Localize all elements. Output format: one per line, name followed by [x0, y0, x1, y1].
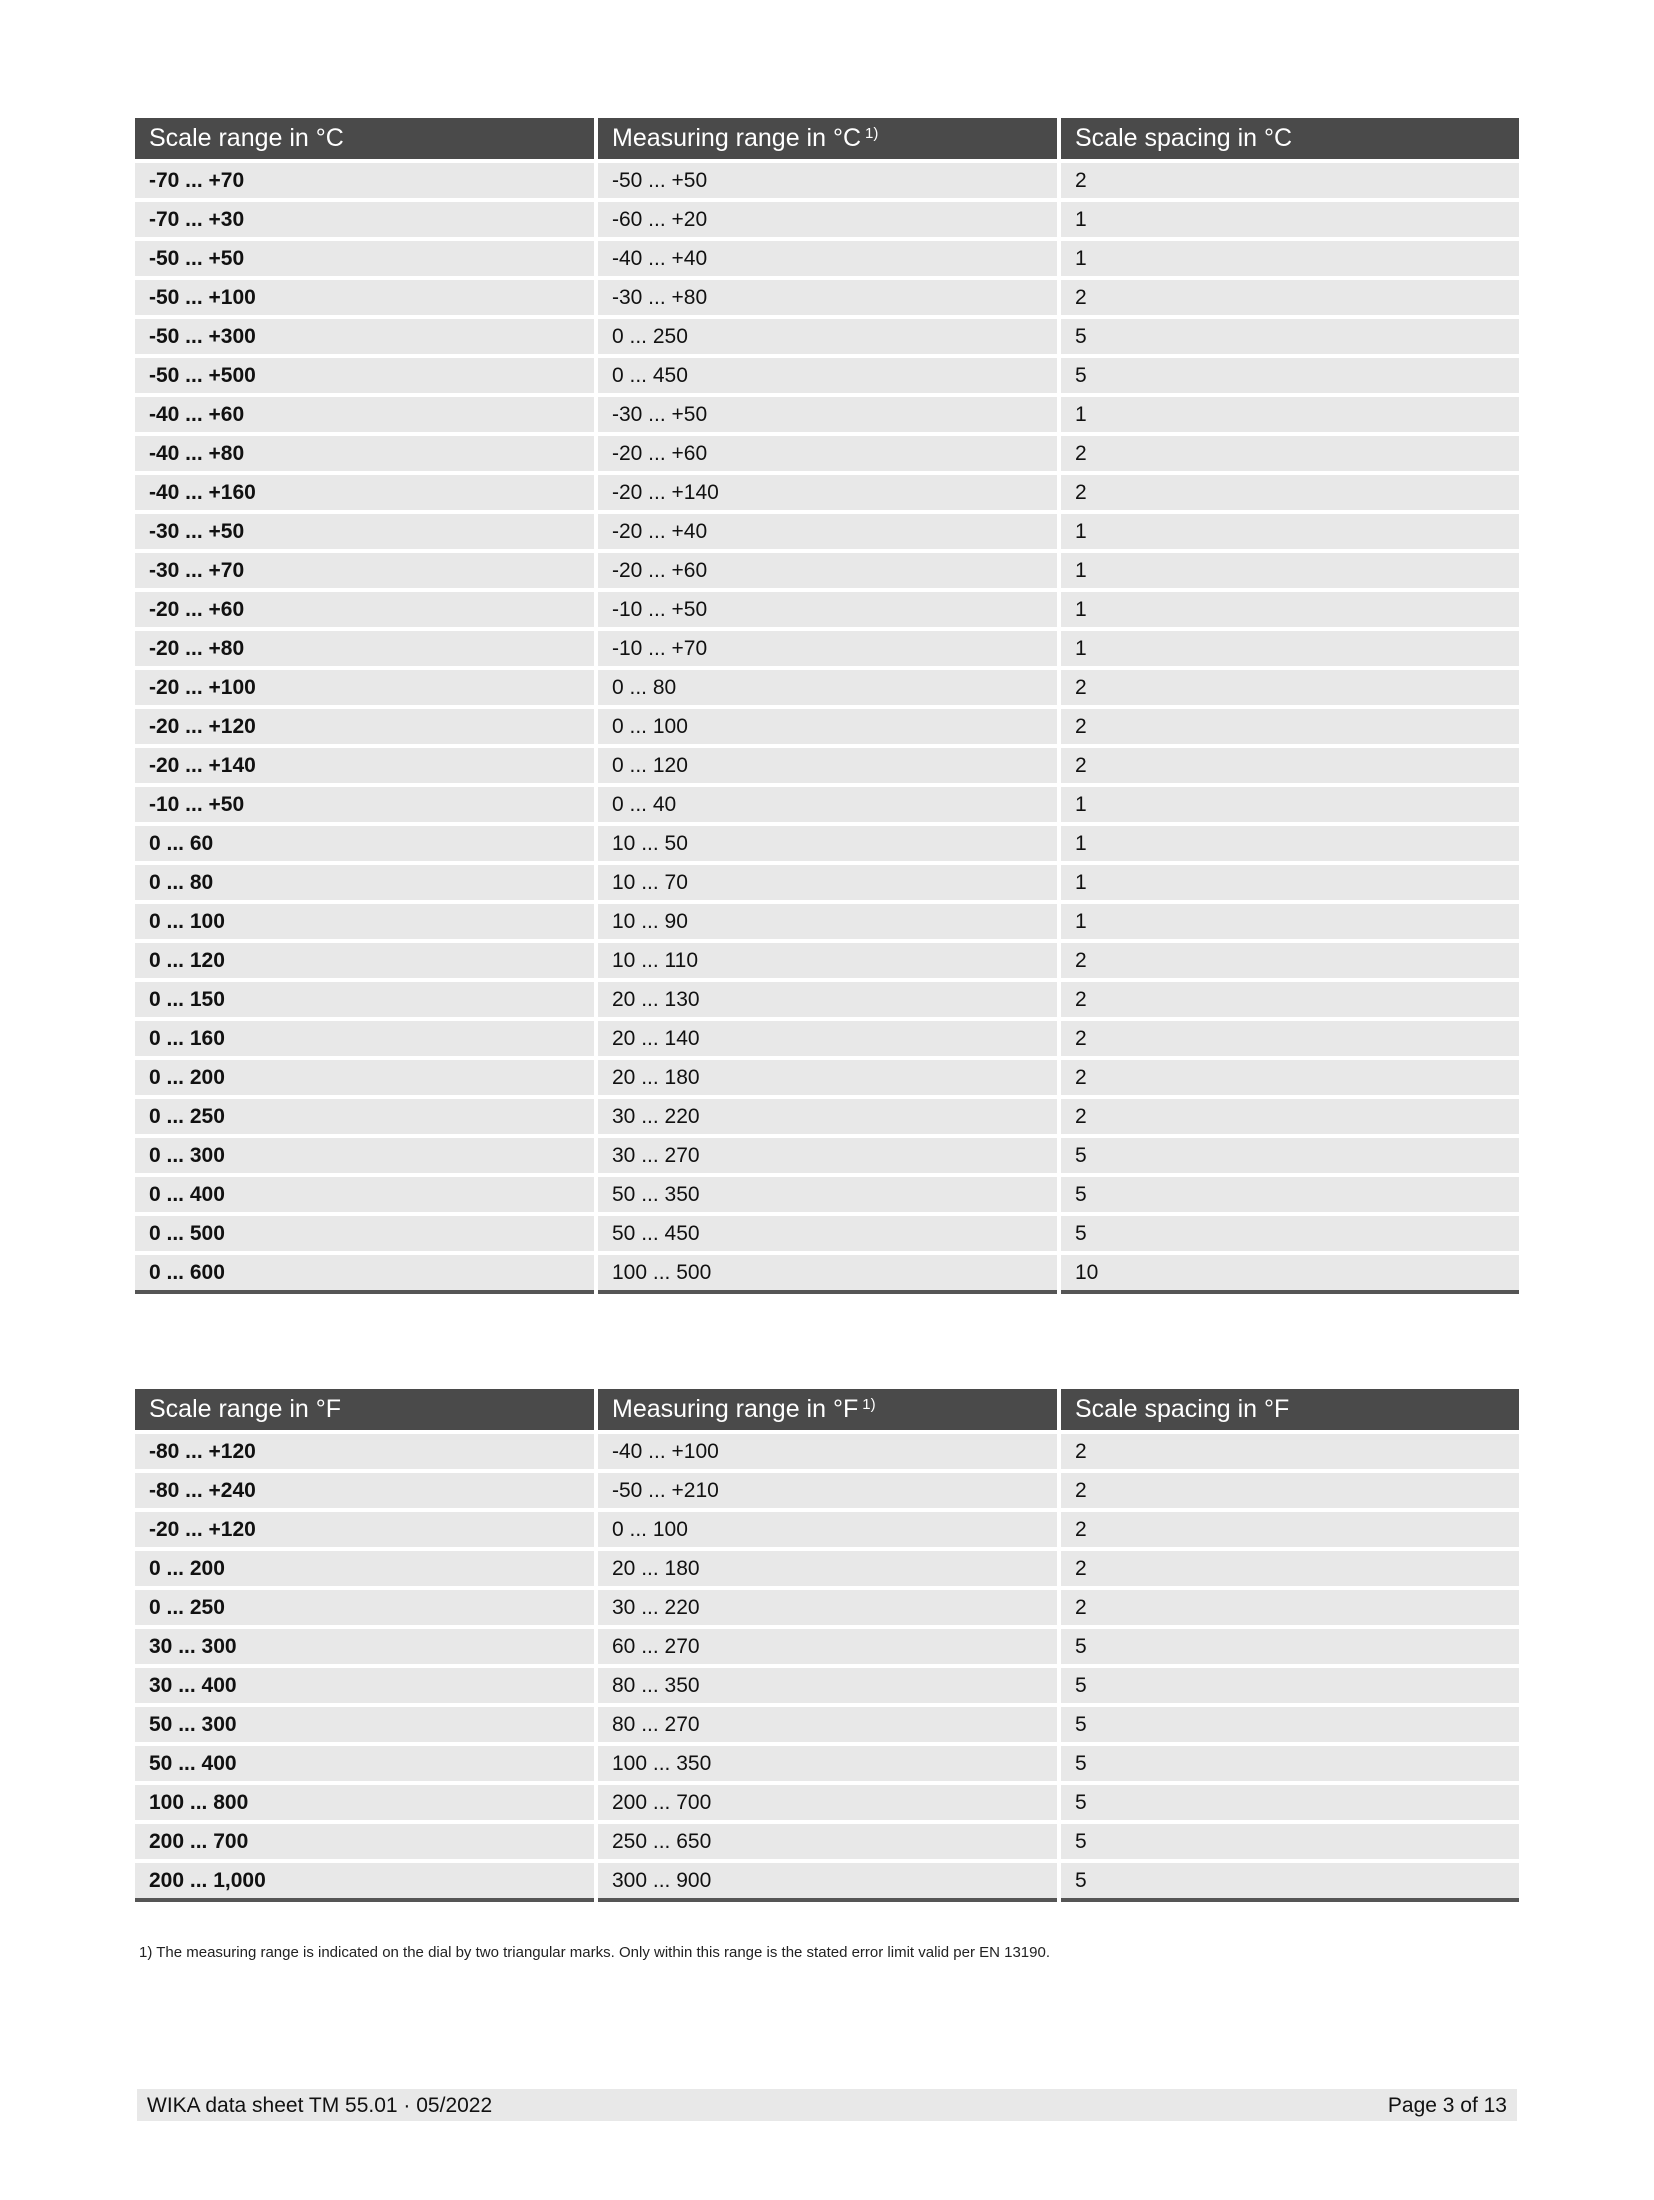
cell-scale-spacing: 2: [1061, 1586, 1519, 1625]
cell-scale-spacing: 1: [1061, 549, 1519, 588]
cell-scale-spacing: 5: [1061, 354, 1519, 393]
cell-measuring-range: 30 ... 220: [598, 1095, 1057, 1134]
table-row: [135, 978, 1519, 1017]
table-row: [135, 1547, 1519, 1586]
table-row: [135, 315, 1519, 354]
cell-measuring-range: 0 ... 40: [598, 783, 1057, 822]
cell-scale-range: 0 ... 200: [135, 1056, 594, 1095]
table-row: [135, 276, 1519, 315]
cell-measuring-range: 20 ... 180: [598, 1056, 1057, 1095]
cell-measuring-range: 30 ... 220: [598, 1586, 1057, 1625]
cell-measuring-range: 300 ... 900: [598, 1859, 1057, 1902]
table-body: [135, 1430, 1519, 1902]
cell-scale-spacing: 2: [1061, 705, 1519, 744]
cell-measuring-range: -50 ... +210: [598, 1469, 1057, 1508]
table-row: [135, 432, 1519, 471]
cell-scale-range: -40 ... +160: [135, 471, 594, 510]
footnote-mark: 1): [865, 125, 879, 142]
table-row: [135, 1703, 1519, 1742]
table-row: [135, 1859, 1519, 1902]
cell-scale-range: -20 ... +100: [135, 666, 594, 705]
cell-measuring-range: -20 ... +60: [598, 432, 1057, 471]
cell-scale-range: -20 ... +140: [135, 744, 594, 783]
table-row: [135, 1173, 1519, 1212]
cell-measuring-range: -10 ... +70: [598, 627, 1057, 666]
table-body: [135, 159, 1519, 1294]
table-row: [135, 1742, 1519, 1781]
table-row: [135, 1212, 1519, 1251]
table-row: [135, 939, 1519, 978]
cell-scale-range: 200 ... 700: [135, 1820, 594, 1859]
table-row: [135, 510, 1519, 549]
cell-scale-range: -40 ... +60: [135, 393, 594, 432]
cell-scale-spacing: 2: [1061, 1547, 1519, 1586]
cell-measuring-range: -20 ... +40: [598, 510, 1057, 549]
cell-scale-spacing: 1: [1061, 237, 1519, 276]
cell-measuring-range: -20 ... +140: [598, 471, 1057, 510]
table-row: [135, 1017, 1519, 1056]
cell-scale-spacing: 1: [1061, 861, 1519, 900]
cell-measuring-range: 0 ... 100: [598, 705, 1057, 744]
cell-scale-range: 0 ... 60: [135, 822, 594, 861]
cell-measuring-range: 10 ... 90: [598, 900, 1057, 939]
cell-scale-range: -40 ... +80: [135, 432, 594, 471]
cell-scale-spacing: 5: [1061, 1134, 1519, 1173]
table-row: [135, 1781, 1519, 1820]
cell-scale-range: 0 ... 150: [135, 978, 594, 1017]
header-scale-range: Scale range in °C: [135, 118, 594, 159]
cell-scale-range: -20 ... +80: [135, 627, 594, 666]
table-header-row: [135, 118, 1519, 159]
cell-scale-range: 100 ... 800: [135, 1781, 594, 1820]
table-row: [135, 744, 1519, 783]
cell-scale-range: 0 ... 250: [135, 1095, 594, 1134]
cell-scale-range: 30 ... 300: [135, 1625, 594, 1664]
table-row: [135, 393, 1519, 432]
cell-scale-spacing: 2: [1061, 159, 1519, 198]
cell-measuring-range: 0 ... 80: [598, 666, 1057, 705]
table-row: [135, 861, 1519, 900]
cell-scale-range: 0 ... 100: [135, 900, 594, 939]
cell-scale-range: -50 ... +100: [135, 276, 594, 315]
cell-scale-range: -70 ... +30: [135, 198, 594, 237]
cell-scale-spacing: 5: [1061, 1859, 1519, 1902]
cell-scale-range: 50 ... 300: [135, 1703, 594, 1742]
cell-scale-range: -20 ... +120: [135, 1508, 594, 1547]
cell-scale-spacing: 2: [1061, 471, 1519, 510]
cell-scale-range: -80 ... +240: [135, 1469, 594, 1508]
cell-scale-spacing: 5: [1061, 1664, 1519, 1703]
cell-scale-range: -30 ... +70: [135, 549, 594, 588]
cell-scale-spacing: 1: [1061, 822, 1519, 861]
cell-scale-spacing: 2: [1061, 1430, 1519, 1469]
table-row: [135, 900, 1519, 939]
table-row: [135, 471, 1519, 510]
cell-scale-spacing: 2: [1061, 1508, 1519, 1547]
cell-measuring-range: -30 ... +80: [598, 276, 1057, 315]
table-row: [135, 783, 1519, 822]
fahrenheit-range-table: [131, 1389, 1523, 1902]
cell-measuring-range: -20 ... +60: [598, 549, 1057, 588]
cell-measuring-range: 10 ... 50: [598, 822, 1057, 861]
table-row: [135, 1056, 1519, 1095]
cell-measuring-range: 50 ... 450: [598, 1212, 1057, 1251]
table-row: [135, 1134, 1519, 1173]
cell-scale-spacing: 5: [1061, 1820, 1519, 1859]
table-row: [135, 822, 1519, 861]
cell-scale-range: -50 ... +500: [135, 354, 594, 393]
cell-scale-spacing: 1: [1061, 588, 1519, 627]
table-row: [135, 237, 1519, 276]
cell-measuring-range: 100 ... 350: [598, 1742, 1057, 1781]
cell-scale-range: 0 ... 500: [135, 1212, 594, 1251]
cell-scale-spacing: 10: [1061, 1251, 1519, 1294]
header-scale-range: Scale range in °F: [135, 1389, 594, 1430]
cell-scale-range: 0 ... 600: [135, 1251, 594, 1294]
cell-measuring-range: -10 ... +50: [598, 588, 1057, 627]
table-row: [135, 1469, 1519, 1508]
celsius-range-table: [131, 118, 1523, 1294]
cell-scale-range: -30 ... +50: [135, 510, 594, 549]
page-footer: [137, 2089, 1517, 2121]
cell-scale-spacing: 2: [1061, 978, 1519, 1017]
cell-scale-spacing: 2: [1061, 744, 1519, 783]
cell-measuring-range: 0 ... 250: [598, 315, 1057, 354]
table-row: [135, 159, 1519, 198]
cell-measuring-range: -60 ... +20: [598, 198, 1057, 237]
table-row: [135, 1095, 1519, 1134]
cell-measuring-range: -40 ... +40: [598, 237, 1057, 276]
cell-measuring-range: 20 ... 140: [598, 1017, 1057, 1056]
cell-scale-spacing: 2: [1061, 1017, 1519, 1056]
table-row: [135, 549, 1519, 588]
cell-scale-spacing: 1: [1061, 198, 1519, 237]
header-scale-spacing: Scale spacing in °F: [1061, 1389, 1519, 1430]
cell-measuring-range: 50 ... 350: [598, 1173, 1057, 1212]
cell-scale-range: -10 ... +50: [135, 783, 594, 822]
cell-measuring-range: 0 ... 120: [598, 744, 1057, 783]
cell-scale-spacing: 5: [1061, 1703, 1519, 1742]
cell-scale-range: 0 ... 250: [135, 1586, 594, 1625]
cell-scale-range: 200 ... 1,000: [135, 1859, 594, 1902]
cell-scale-spacing: 5: [1061, 1625, 1519, 1664]
cell-scale-range: -50 ... +300: [135, 315, 594, 354]
cell-scale-range: -20 ... +60: [135, 588, 594, 627]
cell-scale-range: 0 ... 80: [135, 861, 594, 900]
cell-scale-spacing: 5: [1061, 1781, 1519, 1820]
table-row: [135, 588, 1519, 627]
cell-scale-spacing: 5: [1061, 1173, 1519, 1212]
table-row: [135, 1586, 1519, 1625]
cell-scale-spacing: 2: [1061, 939, 1519, 978]
cell-scale-range: 0 ... 160: [135, 1017, 594, 1056]
cell-scale-spacing: 5: [1061, 1742, 1519, 1781]
table-row: [135, 1508, 1519, 1547]
cell-measuring-range: 100 ... 500: [598, 1251, 1057, 1294]
cell-scale-range: -50 ... +50: [135, 237, 594, 276]
table-row: [135, 627, 1519, 666]
cell-scale-spacing: 2: [1061, 1056, 1519, 1095]
cell-scale-spacing: 1: [1061, 510, 1519, 549]
cell-scale-range: -20 ... +120: [135, 705, 594, 744]
cell-measuring-range: 0 ... 100: [598, 1508, 1057, 1547]
cell-measuring-range: 10 ... 70: [598, 861, 1057, 900]
cell-scale-range: -80 ... +120: [135, 1430, 594, 1469]
table-row: [135, 1251, 1519, 1294]
cell-measuring-range: -50 ... +50: [598, 159, 1057, 198]
cell-scale-range: 30 ... 400: [135, 1664, 594, 1703]
cell-scale-spacing: 2: [1061, 276, 1519, 315]
cell-scale-spacing: 1: [1061, 783, 1519, 822]
header-scale-spacing: Scale spacing in °C: [1061, 118, 1519, 159]
cell-scale-range: 50 ... 400: [135, 1742, 594, 1781]
cell-scale-range: 0 ... 120: [135, 939, 594, 978]
cell-scale-spacing: 2: [1061, 666, 1519, 705]
table-row: [135, 705, 1519, 744]
cell-scale-range: 0 ... 200: [135, 1547, 594, 1586]
footer-page-number: Page 3 of 13: [1387, 2094, 1507, 2117]
cell-scale-spacing: 2: [1061, 1095, 1519, 1134]
cell-measuring-range: 80 ... 350: [598, 1664, 1057, 1703]
cell-scale-spacing: 1: [1061, 900, 1519, 939]
header-measuring-range: Measuring range in °C $^{1)}$: [598, 118, 1057, 159]
cell-scale-spacing: 5: [1061, 315, 1519, 354]
cell-scale-spacing: 2: [1061, 432, 1519, 471]
footnote: 1) The measuring range is indicated on the dial by two triangular marks. Only within this range is the stated error limit valid per EN 13190.: [139, 1944, 1051, 1961]
cell-scale-spacing: 5: [1061, 1212, 1519, 1251]
table-row: [135, 1430, 1519, 1469]
table-row: [135, 198, 1519, 237]
cell-measuring-range: 30 ... 270: [598, 1134, 1057, 1173]
cell-measuring-range: -30 ... +50: [598, 393, 1057, 432]
cell-scale-range: -70 ... +70: [135, 159, 594, 198]
cell-measuring-range: 20 ... 130: [598, 978, 1057, 1017]
table-row: [135, 666, 1519, 705]
footer-document-id: WIKA data sheet TM 55.01 · 05/2022: [147, 2094, 493, 2117]
footnote-mark: 1): [862, 1396, 876, 1413]
cell-scale-spacing: 1: [1061, 393, 1519, 432]
cell-measuring-range: 250 ... 650: [598, 1820, 1057, 1859]
table-header-row: [135, 1389, 1519, 1430]
table-row: [135, 1664, 1519, 1703]
table-row: [135, 354, 1519, 393]
cell-measuring-range: 0 ... 450: [598, 354, 1057, 393]
header-measuring-range: Measuring range in °F $^{1)}$: [598, 1389, 1057, 1430]
cell-measuring-range: 80 ... 270: [598, 1703, 1057, 1742]
cell-scale-spacing: 2: [1061, 1469, 1519, 1508]
cell-measuring-range: 20 ... 180: [598, 1547, 1057, 1586]
cell-measuring-range: -40 ... +100: [598, 1430, 1057, 1469]
cell-scale-spacing: 1: [1061, 627, 1519, 666]
cell-measuring-range: 10 ... 110: [598, 939, 1057, 978]
cell-scale-range: 0 ... 400: [135, 1173, 594, 1212]
table-row: [135, 1625, 1519, 1664]
cell-scale-range: 0 ... 300: [135, 1134, 594, 1173]
cell-measuring-range: 200 ... 700: [598, 1781, 1057, 1820]
cell-measuring-range: 60 ... 270: [598, 1625, 1057, 1664]
table-row: [135, 1820, 1519, 1859]
